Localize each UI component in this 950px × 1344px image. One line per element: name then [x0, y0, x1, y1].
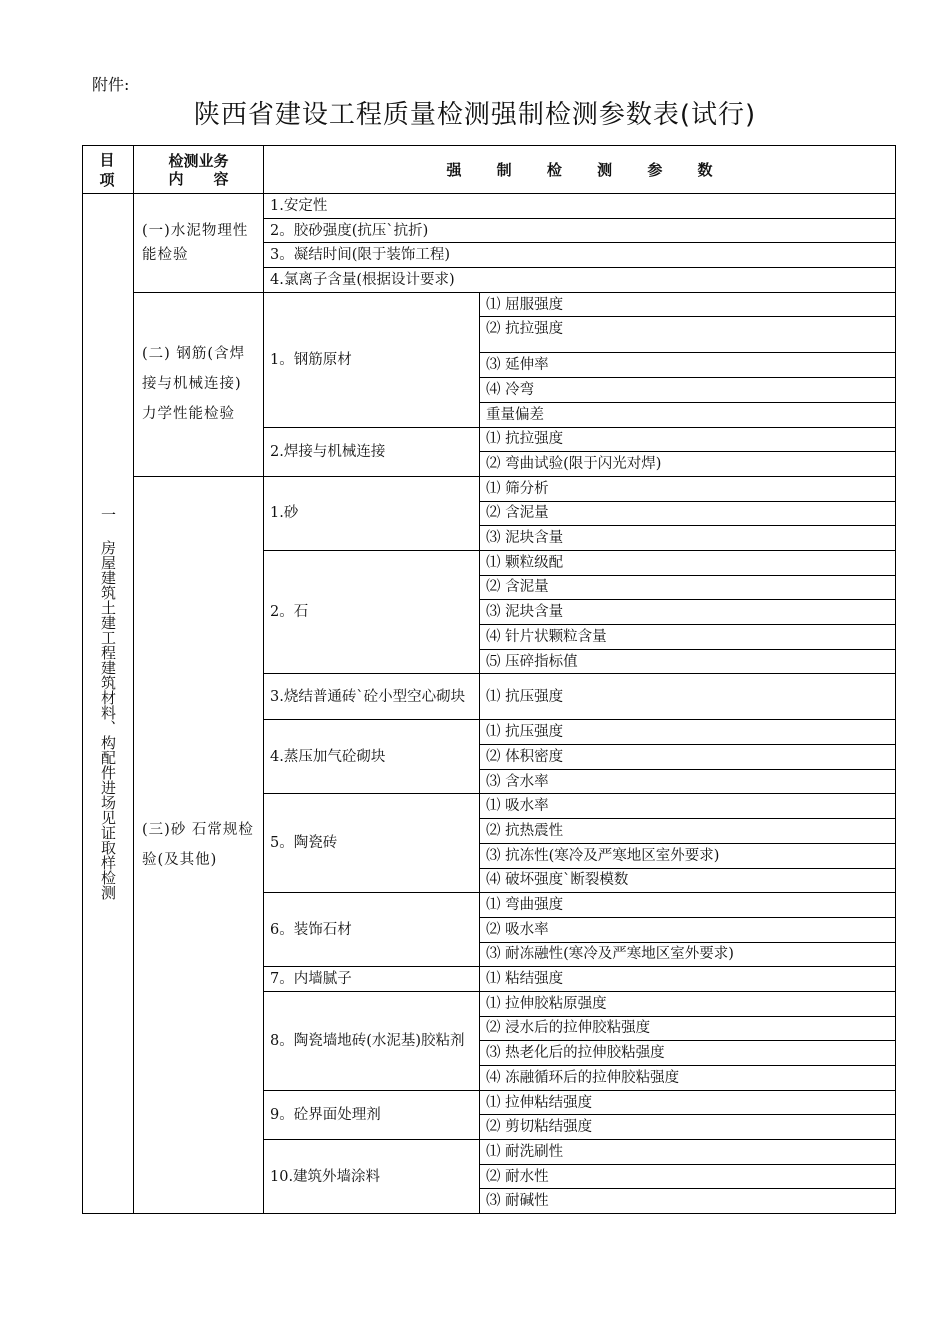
param-cell: ⑴ 弯曲强度	[480, 893, 896, 918]
param-cell: ⑶ 抗冻性(寒冷及严寒地区室外要求)	[480, 843, 896, 868]
item-cell: 3.烧结普通砖`砼小型空心砌块	[264, 674, 480, 720]
param-cell: ⑵ 含泥量	[480, 575, 896, 600]
item-cell: 1.砂	[264, 476, 480, 550]
param-cell: ⑶ 耐碱性	[480, 1189, 896, 1214]
param-cell: ⑵ 浸水后的拉伸胶粘强度	[480, 1016, 896, 1041]
header-business-line1: 检测业务	[168, 151, 229, 170]
param-cell: ⑵ 体积密度	[480, 745, 896, 770]
param-cell: ⑴ 粘结强度	[480, 967, 896, 992]
document-title: 陕西省建设工程质量检测强制检测参数表(试行)	[193, 100, 757, 130]
param-cell: ⑴ 颗粒级配	[480, 550, 896, 575]
item-cell: 10.建筑外墙涂料	[264, 1140, 480, 1214]
param-cell: 2。胶砂强度(抗压`抗折)	[264, 218, 896, 243]
item-cell: 2.焊接与机械连接	[264, 427, 480, 476]
inspection-parameter-table	[82, 145, 896, 1214]
param-cell: ⑷ 针片状颗粒含量	[480, 625, 896, 650]
param-cell: ⑵ 耐水性	[480, 1164, 896, 1189]
param-cell: ⑴ 抗压强度	[480, 720, 896, 745]
param-cell: 重量偏差	[480, 402, 896, 427]
param-cell: ⑴ 筛分析	[480, 476, 896, 501]
param-cell: ⑸ 压碎指标值	[480, 649, 896, 674]
param-cell: ⑴ 拉伸胶粘原强度	[480, 991, 896, 1016]
item-cell: 2。石	[264, 550, 480, 673]
param-cell: ⑶ 泥块含量	[480, 526, 896, 551]
item-cell: 9。砼界面处理剂	[264, 1090, 480, 1139]
param-cell: 1.安定性	[264, 194, 896, 219]
param-cell: ⑴ 抗压强度	[480, 674, 896, 720]
param-cell: ⑴ 吸水率	[480, 794, 896, 819]
param-cell: ⑷ 破坏强度`断裂模数	[480, 868, 896, 893]
param-cell: 3。凝结时间(限于装饰工程)	[264, 243, 896, 268]
header-category: 目 项	[83, 146, 134, 194]
table-row	[83, 194, 896, 219]
param-cell: ⑶ 延伸率	[480, 353, 896, 378]
param-cell: ⑴ 屈服强度	[480, 292, 896, 317]
param-cell: ⑷ 冻融循环后的拉伸胶粘强度	[480, 1066, 896, 1091]
param-cell: ⑶ 耐冻融性(寒冷及严寒地区室外要求)	[480, 942, 896, 967]
header-business	[134, 146, 264, 194]
attachment-label: 附件:	[92, 75, 130, 94]
param-cell: ⑵ 弯曲试验(限于闪光对焊)	[480, 452, 896, 477]
param-cell: ⑴ 耐洗刷性	[480, 1140, 896, 1165]
category-label: 一 房屋建筑土建工程建筑材料、构配件进场见证取样检测	[99, 507, 117, 901]
item-cell: 5。陶瓷砖	[264, 794, 480, 893]
param-cell: ⑵ 含泥量	[480, 501, 896, 526]
section-rebar: (二) 钢筋(含焊接与机械连接)力学性能检验	[134, 292, 264, 476]
param-cell: ⑵ 抗热震性	[480, 819, 896, 844]
header-parameters: 强 制 检 测 参 数	[264, 146, 896, 194]
item-cell: 4.蒸压加气砼砌块	[264, 720, 480, 794]
param-cell: ⑴ 抗拉强度	[480, 427, 896, 452]
item-cell: 7。内墙腻子	[264, 967, 480, 992]
param-cell: ⑶ 热老化后的拉伸胶粘强度	[480, 1041, 896, 1066]
table-row	[83, 292, 896, 317]
table-header-row	[83, 146, 896, 194]
param-cell: 4.氯离子含量(根据设计要求)	[264, 268, 896, 293]
item-cell: 8。陶瓷墙地砖(水泥基)胶粘剂	[264, 991, 480, 1090]
param-cell: ⑵ 吸水率	[480, 917, 896, 942]
section-sand-stone: (三)砂 石常规检验(及其他)	[134, 476, 264, 1213]
param-cell: ⑶ 含水率	[480, 769, 896, 794]
param-cell: ⑵ 抗拉强度	[480, 317, 896, 353]
header-business-line2: 内 容	[168, 169, 229, 188]
category-cell	[83, 194, 134, 1214]
item-cell: 6。装饰石材	[264, 893, 480, 967]
param-cell: ⑷ 冷弯	[480, 378, 896, 403]
param-cell: ⑴ 拉伸粘结强度	[480, 1090, 896, 1115]
section-cement: (一)水泥物理性能检验	[134, 194, 264, 293]
table-row	[83, 476, 896, 501]
param-cell: ⑵ 剪切粘结强度	[480, 1115, 896, 1140]
item-cell: 1。钢筋原材	[264, 292, 480, 427]
param-cell: ⑶ 泥块含量	[480, 600, 896, 625]
